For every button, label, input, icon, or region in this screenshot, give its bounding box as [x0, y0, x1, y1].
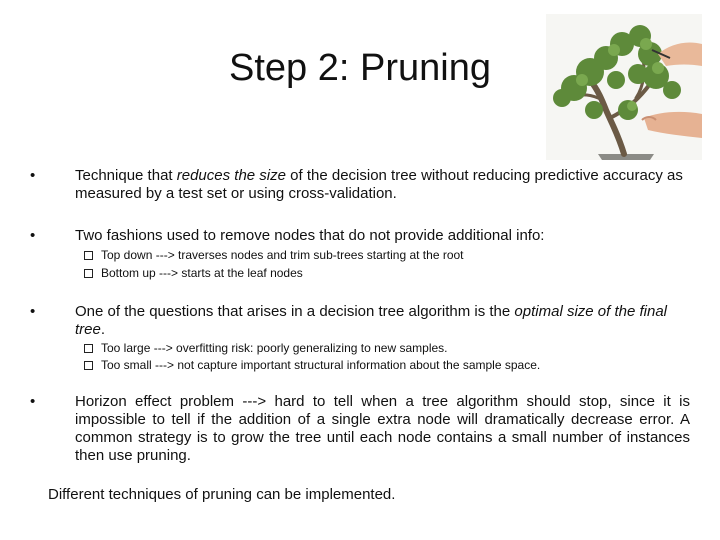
sub-item-too-large: Too large ---> overfitting risk: poorly generalizing to new samples. — [84, 339, 448, 357]
bullet-marker: • — [30, 303, 36, 320]
slide-title: Step 2: Pruning — [229, 47, 491, 89]
checkbox-square-icon — [84, 361, 93, 370]
checkbox-square-icon — [84, 269, 93, 278]
bonsai-icon — [546, 14, 702, 160]
closing-statement: Different techniques of pruning can be implemented. — [48, 486, 396, 503]
sub-item-too-small: Too small ---> not capture important structural information about the sample space. — [84, 356, 540, 374]
sub-item-bottom-up: Bottom up ---> starts at the leaf nodes — [84, 264, 303, 282]
bullet-marker: • — [30, 393, 36, 410]
bullet-text: Two fashions used to remove nodes that do not provide additional info: — [75, 227, 545, 244]
bullet-marker: • — [30, 167, 36, 184]
sub-item-top-down: Top down ---> traverses nodes and trim sub-trees starting at the root — [84, 246, 464, 264]
checkbox-square-icon — [84, 251, 93, 260]
bonsai-pruning-photo — [546, 14, 702, 160]
bullet-text: Technique that reduces the size of the decision tree without reducing predictive accuracy as measured by a test set or using cross-validation. — [75, 167, 683, 202]
checkbox-square-icon — [84, 344, 93, 353]
bullet-text: One of the questions that arises in a decision tree algorithm is the optimal size of the final tree. — [75, 303, 667, 338]
bullet-text: Horizon effect problem ---> hard to tell when a tree algorithm should stop, since it is impossible to tell if the addition of a single extra node will dramatically decrease error. A common strategy is to grow the tree until each node contains a small number of instances then use pruning. — [75, 393, 690, 464]
bullet-marker: • — [30, 227, 36, 244]
